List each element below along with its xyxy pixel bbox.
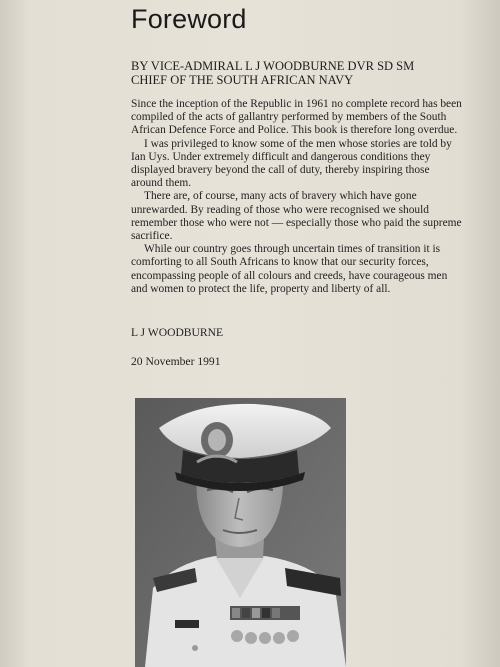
paragraph-1: Since the inception of the Republic in 1961 no complete record has been compiled of the acts of gallantry performed by members of the South African Defence Force and Police. This book is therefore long overdue. xyxy=(131,98,462,137)
signature: L J WOODBURNE xyxy=(131,326,224,339)
page-title: Foreword xyxy=(131,4,247,34)
paragraph-3: There are, of course, many acts of bravery which have gone unrewarded. By reading of those who were recognised we should remember those who were not — especially those who paid the supreme sacrifice. xyxy=(131,190,462,243)
portrait-photo xyxy=(135,398,346,667)
paragraph-4: While our country goes through uncertain times of transition it is comforting to all South Africans to know that our security forces, encompassing people of all colours and creeds, have courageous men and women to protect the life, property and liberty of all. xyxy=(131,243,448,295)
date: 20 November 1991 xyxy=(131,355,221,368)
foreword-body xyxy=(131,98,463,296)
byline-author: BY VICE-ADMIRAL L J WOODBURNE DVR SD SM xyxy=(131,59,415,73)
byline-position: CHIEF OF THE SOUTH AFRICAN NAVY xyxy=(131,73,354,87)
byline xyxy=(131,59,414,87)
paragraph-2: I was privileged to know some of the men whose stories are told by Ian Uys. Under extremely difficult and dangerous conditions they displayed bravery beyond the call of duty, thereby inspiring those around them. xyxy=(131,137,452,190)
